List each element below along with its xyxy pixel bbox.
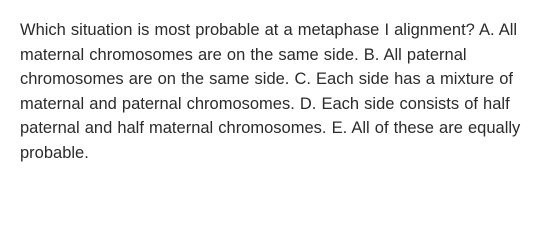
- question-text: Which situation is most probable at a metaphase I alignment? A. All maternal chromosomes are on the same side. B. All paternal chromosomes are on the same side. C. Each side has a mixture of maternal and paternal chromosomes. D. Each side consists of half paternal and half maternal chromosomes. E. All of these are equally probable.: [20, 21, 521, 162]
